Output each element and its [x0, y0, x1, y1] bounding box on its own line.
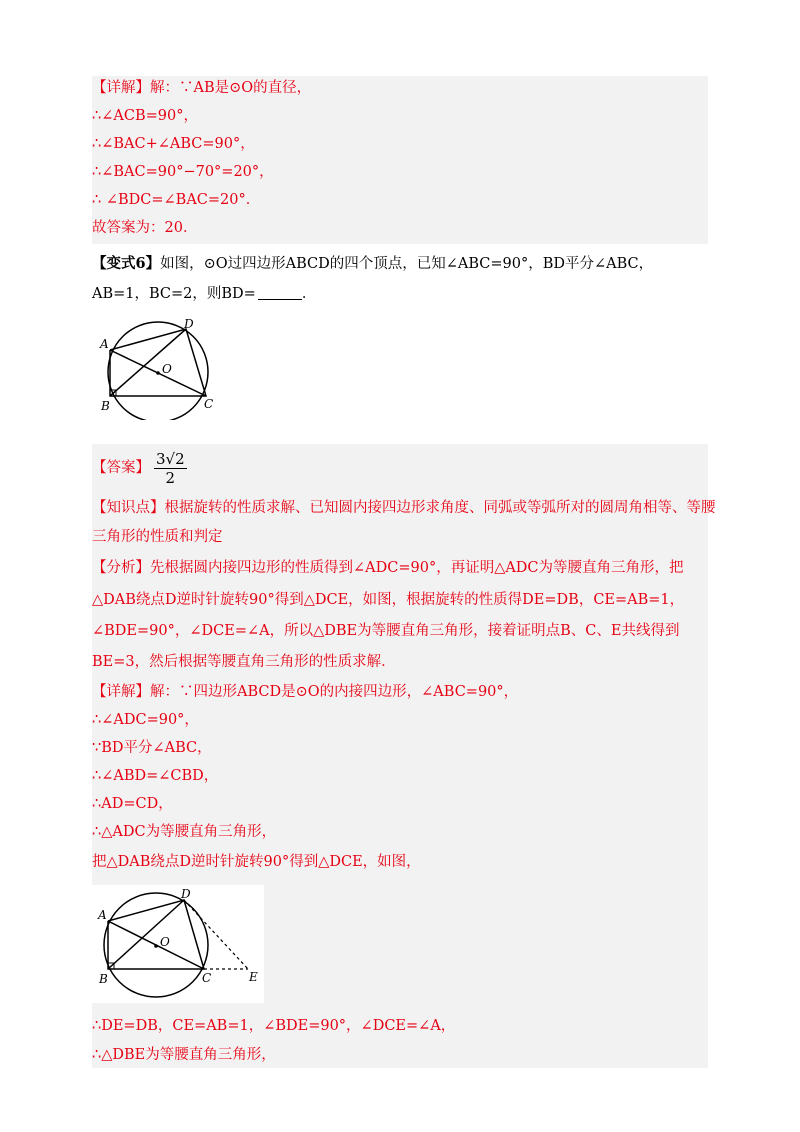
label-a: A — [100, 337, 109, 351]
analysis-line4: BE=3，然后根据等腰直角三角形的性质求解． — [92, 654, 396, 670]
label-c: C — [204, 397, 214, 411]
label-b: B — [101, 399, 110, 413]
knowledge-line1 — [92, 498, 716, 518]
answer-denominator: 2 — [165, 468, 176, 487]
label-d-2: D — [181, 887, 191, 901]
circle-figure-2 — [92, 885, 264, 1003]
detail2-text1: 解：∵四边形ABCD是⊙O的内接四边形，∠ABC=90°， — [150, 684, 519, 700]
detail2-line7: 把△DAB绕点D逆时针旋转90°得到△DCE，如图， — [92, 854, 421, 870]
detail2-line3: ∵BD平分∠ABC， — [92, 740, 212, 756]
label-c-2: C — [202, 971, 212, 985]
detail2-line5: ∴AD=CD， — [92, 796, 173, 812]
detail1-line5: ∴ ∠BDC=∠BAC=20°． — [92, 192, 261, 208]
variant6-line2 — [92, 284, 316, 304]
detail2-line2: ∴∠ADC=90°， — [92, 712, 199, 728]
label-d: D — [184, 317, 194, 331]
detail2-line1 — [92, 682, 518, 702]
answer-tag: 【答案】 — [92, 460, 150, 476]
detail1-tag: 【详解】 — [92, 80, 150, 96]
label-e-2: E — [249, 970, 258, 984]
center-point-2 — [154, 944, 158, 948]
knowledge-line2: 三角形的性质和判定 — [92, 529, 223, 545]
variant6-tag: 【变式6】 — [92, 255, 161, 272]
analysis-line1 — [92, 558, 684, 578]
detail2-tag: 【详解】 — [92, 684, 150, 700]
answer-numerator: 3√2 — [156, 449, 185, 468]
label-a-2: A — [98, 908, 107, 922]
detail2-line8: ∴DE=DB，CE=AB=1，∠BDE=90°，∠DCE=∠A， — [92, 1018, 456, 1034]
analysis-text1: 先根据圆内接四边形的性质得到∠ADC=90°，再证明△ADC为等腰直角三角形，把 — [150, 560, 684, 576]
detail1-line2: ∴∠ACB=90°， — [92, 108, 198, 124]
answer-line — [92, 448, 187, 488]
circle-figure-1 — [96, 316, 226, 420]
detail1-line4: ∴∠BAC=90°−70°=20°， — [92, 164, 274, 180]
analysis-tag: 【分析】 — [92, 560, 150, 576]
variant6-text2a: AB=1，BC=2，则BD= — [92, 286, 256, 302]
detail1-text1: 解：∵AB是⊙O的直径， — [150, 80, 312, 96]
variant6-line1 — [92, 254, 653, 274]
answer-blank — [258, 285, 302, 300]
analysis-line3: ∠BDE=90°，∠DCE=∠A，所以△DBE为等腰直角三角形，接着证明点B、C、E共线得到 — [92, 623, 680, 639]
detail1-line6: 故答案为：20． — [92, 220, 198, 236]
detail1-line3: ∴∠BAC+∠ABC=90°， — [92, 136, 255, 152]
variant6-text2b: ． — [301, 286, 317, 302]
center-point — [156, 371, 160, 375]
quadrilateral-abcd — [110, 329, 206, 396]
answer-fraction — [154, 450, 187, 487]
detail1-line1 — [92, 78, 311, 98]
detail2-line9: ∴△DBE为等腰直角三角形， — [92, 1047, 276, 1063]
label-o-2: O — [160, 935, 170, 949]
label-o: O — [162, 362, 172, 376]
detail2-line4: ∴∠ABD=∠CBD， — [92, 768, 219, 784]
quadrilateral-abcd-2 — [108, 900, 204, 969]
variant6-text1: 如图，⊙O过四边形ABCD的四个顶点，已知∠ABC=90°，BD平分∠ABC， — [160, 256, 654, 272]
knowledge-text1: 根据旋转的性质求解、已知圆内接四边形求角度、同弧或等弧所对的圆周角相等、等腰 — [164, 500, 716, 516]
label-b-2: B — [99, 972, 108, 986]
knowledge-tag: 【知识点】 — [92, 500, 165, 516]
detail2-line6: ∴△ADC为等腰直角三角形， — [92, 824, 277, 840]
analysis-line2: △DAB绕点D逆时针旋转90°得到△DCE，如图，根据旋转的性质得DE=DB，CE=AB=1， — [92, 592, 685, 608]
